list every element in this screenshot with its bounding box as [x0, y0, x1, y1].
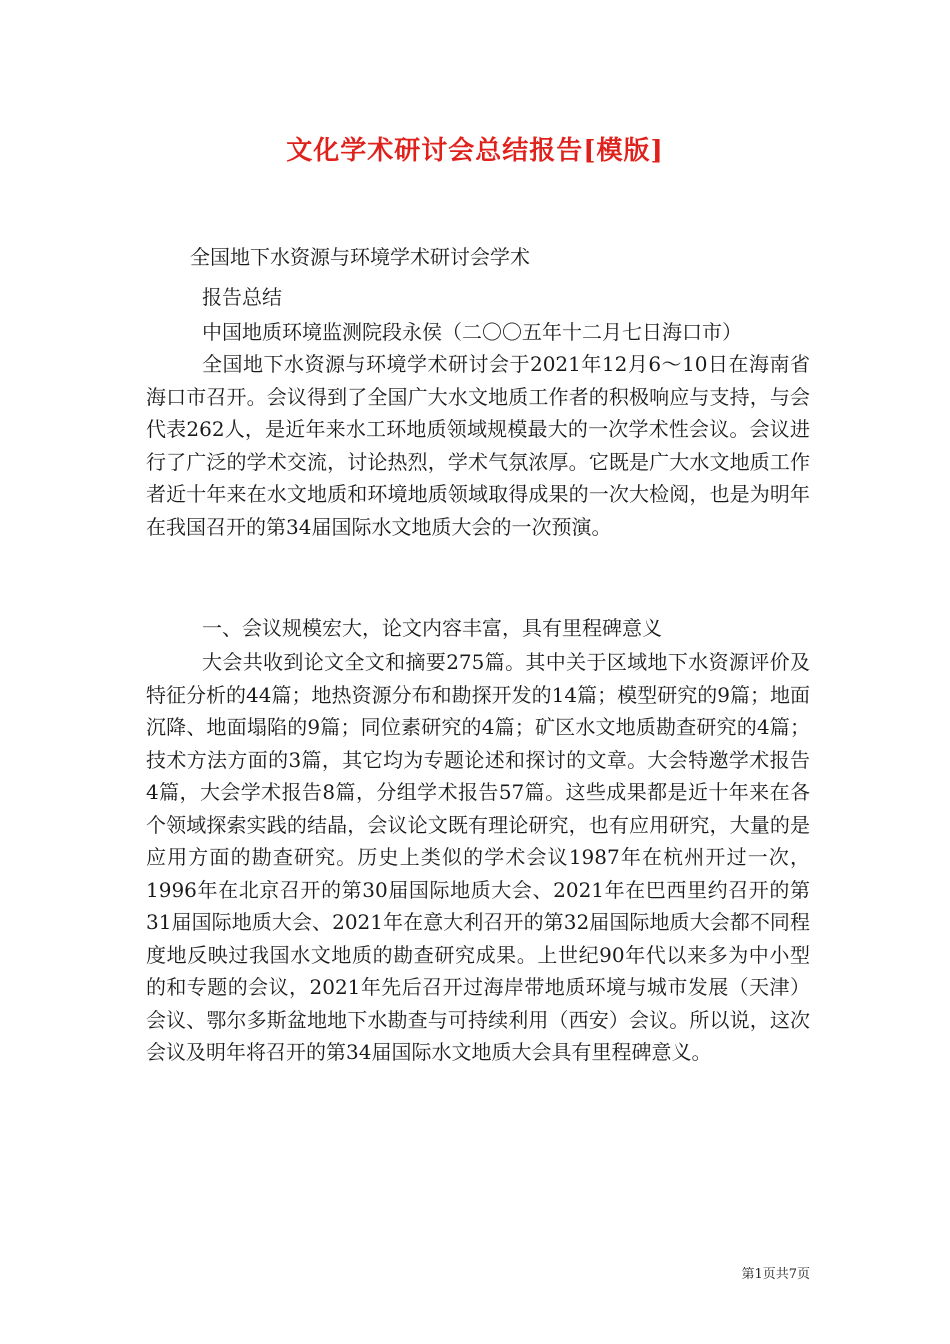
- paragraph-2: 大会共收到论文全文和摘要275篇。其中关于区域地下水资源评价及特征分析的44篇；地热资源分布和勘探开发的14篇；模型研究的9篇；地面沉降、地面塌陷的9篇；同位素研究的4篇；矿区水文地质勘查研究的4篇；技术方法方面的3篇，其它均为专题论述和探讨的文章。大会特邀学术报告4篇，大会学术报告8篇，分组学术报告57篇。这些成果都是近十年来在各个领域探索实践的结晶，会议论文既有理论研究，也有应用研究，大量的是应用方面的勘查研究。历史上类似的学术会议1987年在杭州开过一次，1996年在北京召开的第30届国际地质大会、2021年在巴西里约召开的第31届国际地质大会、2021年在意大利召开的第32届国际地质大会都不同程度地反映过我国水文地质的勘查研究成果。上世纪90年代以来多为中小型的和专题的会议，2021年先后召开过海岸带地质环境与城市发展（天津）会议、鄂尔多斯盆地地下水勘查与可持续利用（西安）会议。所以说，这次会议及明年将召开的第34届国际水文地质大会具有里程碑意义。: [146, 650, 810, 1064]
- paragraph-1: 全国地下水资源与环境学术研讨会于2021年12月6～10日在海南省海口市召开。会议得到了全国广大水文地质工作者的积极响应与支持，与会代表262人，是近年来水工环地质领域规模最大的一次学术性会议。会议进行了广泛的学术交流，讨论热烈，学术气氛浓厚。它既是广大水文地质工作者近十年来在水文地质和环境地质领域取得成果的一次大检阅，也是为明年在我国召开的第34届国际水文地质大会的一次预演。: [146, 352, 810, 539]
- document-title: 文化学术研讨会总结报告[模版]: [286, 136, 664, 166]
- page-number: 第1页共7页: [741, 1267, 810, 1282]
- section-1-heading: 一、会议规模宏大，论文内容丰富，具有里程碑意义: [202, 616, 662, 640]
- heading-line-2: 报告总结: [202, 285, 282, 309]
- heading-line-1: 全国地下水资源与环境学术研讨会学术: [190, 245, 530, 269]
- author-line: 中国地质环境监测院段永侯（二〇〇五年十二月七日海口市）: [202, 320, 742, 344]
